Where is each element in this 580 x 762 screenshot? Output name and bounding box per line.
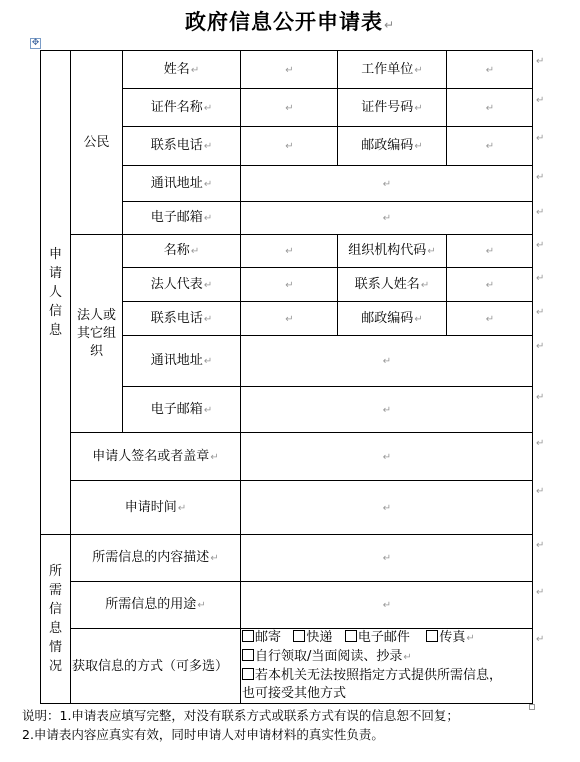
row-end-mark: ↵ bbox=[536, 587, 545, 598]
citizen-id-number-label: 证件号码↵ bbox=[338, 89, 447, 127]
org-phone-field[interactable]: ↵ bbox=[241, 302, 338, 336]
mail-checkbox[interactable]: 邮寄 bbox=[242, 630, 281, 645]
citizen-group-label: 公民 bbox=[71, 51, 123, 235]
required-info-header: 所需信息情况 bbox=[41, 535, 71, 704]
org-phone-label: 联系电话↵ bbox=[123, 302, 241, 336]
row-end-mark: ↵ bbox=[536, 273, 545, 284]
date-label: 申请时间↵ bbox=[71, 481, 241, 535]
purpose-field[interactable]: ↵ bbox=[241, 582, 533, 629]
citizen-id-type-label: 证件名称↵ bbox=[123, 89, 241, 127]
org-address-label: 通讯地址↵ bbox=[123, 336, 241, 387]
citizen-postcode-label: 邮政编码↵ bbox=[338, 127, 447, 166]
citizen-id-type-field[interactable]: ↵ bbox=[241, 89, 338, 127]
citizen-name-label: 姓名↵ bbox=[123, 51, 241, 89]
fallback-text-line2: 也可接受其他方式 bbox=[242, 686, 347, 701]
citizen-email-label: 电子邮箱↵ bbox=[123, 202, 241, 235]
signature-field[interactable]: ↵ bbox=[241, 433, 533, 481]
org-representative-field[interactable]: ↵ bbox=[241, 268, 338, 302]
row-end-mark: ↵ bbox=[536, 540, 545, 551]
org-name-label: 名称↵ bbox=[123, 235, 241, 268]
row-end-mark: ↵ bbox=[536, 56, 545, 67]
application-form-table bbox=[40, 50, 533, 704]
row-end-mark: ↵ bbox=[536, 172, 545, 183]
citizen-phone-field[interactable]: ↵ bbox=[241, 127, 338, 166]
org-postcode-label: 邮政编码↵ bbox=[338, 302, 447, 336]
row-end-mark: ↵ bbox=[536, 133, 545, 144]
row-end-mark: ↵ bbox=[536, 438, 545, 449]
org-code-field[interactable]: ↵ bbox=[447, 235, 533, 268]
org-contact-name-label: 联系人姓名↵ bbox=[338, 268, 447, 302]
org-email-label: 电子邮箱↵ bbox=[123, 387, 241, 433]
org-representative-label: 法人代表↵ bbox=[123, 268, 241, 302]
citizen-phone-label: 联系电话↵ bbox=[123, 127, 241, 166]
method-options: 邮寄 快递 电子邮件 传真↵ 自行领取/当面阅读、抄录↵ 若本机关无法按照指定方式提供所需信息， 也可接受其他方式 bbox=[241, 629, 533, 704]
signature-label: 申请人签名或者盖章↵ bbox=[71, 433, 241, 481]
citizen-address-label: 通讯地址↵ bbox=[123, 166, 241, 202]
org-contact-name-field[interactable]: ↵ bbox=[447, 268, 533, 302]
row-end-mark: ↵ bbox=[536, 392, 545, 403]
row-end-mark: ↵ bbox=[536, 307, 545, 318]
citizen-name-field[interactable]: ↵ bbox=[241, 51, 338, 89]
notes bbox=[22, 706, 459, 744]
table-move-handle-icon[interactable]: ✥ bbox=[31, 38, 40, 48]
citizen-id-number-field[interactable]: ↵ bbox=[447, 89, 533, 127]
org-email-field[interactable]: ↵ bbox=[241, 387, 533, 433]
email-checkbox[interactable]: 电子邮件 bbox=[345, 630, 410, 645]
express-checkbox[interactable]: 快递 bbox=[293, 630, 332, 645]
self-collect-checkbox[interactable]: 自行领取/当面阅读、抄录↵ bbox=[242, 648, 532, 667]
table-resize-handle[interactable] bbox=[529, 704, 535, 710]
citizen-postcode-field[interactable]: ↵ bbox=[447, 127, 533, 166]
purpose-label: 所需信息的用途↵ bbox=[71, 582, 241, 629]
note-line-2: 2.申请表内容应真实有效，同时申请人对申请材料的真实性负责。 bbox=[22, 727, 384, 742]
note-line-1: 说明：1.申请表应填写完整，对没有联系方式或联系方式有误的信息恕不回复； bbox=[22, 708, 459, 723]
row-end-mark: ↵ bbox=[536, 486, 545, 497]
org-name-field[interactable]: ↵ bbox=[241, 235, 338, 268]
legal-person-group-label: 法人或其它组织 bbox=[71, 235, 123, 433]
applicant-info-header: 申请人信息 bbox=[41, 51, 71, 535]
row-end-mark: ↵ bbox=[536, 95, 545, 106]
citizen-email-field[interactable]: ↵ bbox=[241, 202, 533, 235]
citizen-employer-label: 工作单位↵ bbox=[338, 51, 447, 89]
row-end-mark: ↵ bbox=[536, 240, 545, 251]
citizen-employer-field[interactable]: ↵ bbox=[447, 51, 533, 89]
date-field[interactable]: ↵ bbox=[241, 481, 533, 535]
row-end-mark: ↵ bbox=[536, 341, 545, 352]
org-postcode-field[interactable]: ↵ bbox=[447, 302, 533, 336]
page-title: 政府信息公开申请表↵ bbox=[184, 10, 396, 34]
citizen-address-field[interactable]: ↵ bbox=[241, 166, 533, 202]
row-end-mark: ↵ bbox=[536, 207, 545, 218]
description-label: 所需信息的内容描述↵ bbox=[71, 535, 241, 582]
org-address-field[interactable]: ↵ bbox=[241, 336, 533, 387]
org-code-label: 组织机构代码↵ bbox=[338, 235, 447, 268]
fax-checkbox[interactable]: 传真 bbox=[426, 630, 465, 645]
row-end-mark: ↵ bbox=[536, 634, 545, 645]
fallback-checkbox[interactable]: 若本机关无法按照指定方式提供所需信息， bbox=[242, 667, 532, 685]
method-label: 获取信息的方式（可多选） bbox=[71, 629, 241, 704]
description-field[interactable]: ↵ bbox=[241, 535, 533, 582]
